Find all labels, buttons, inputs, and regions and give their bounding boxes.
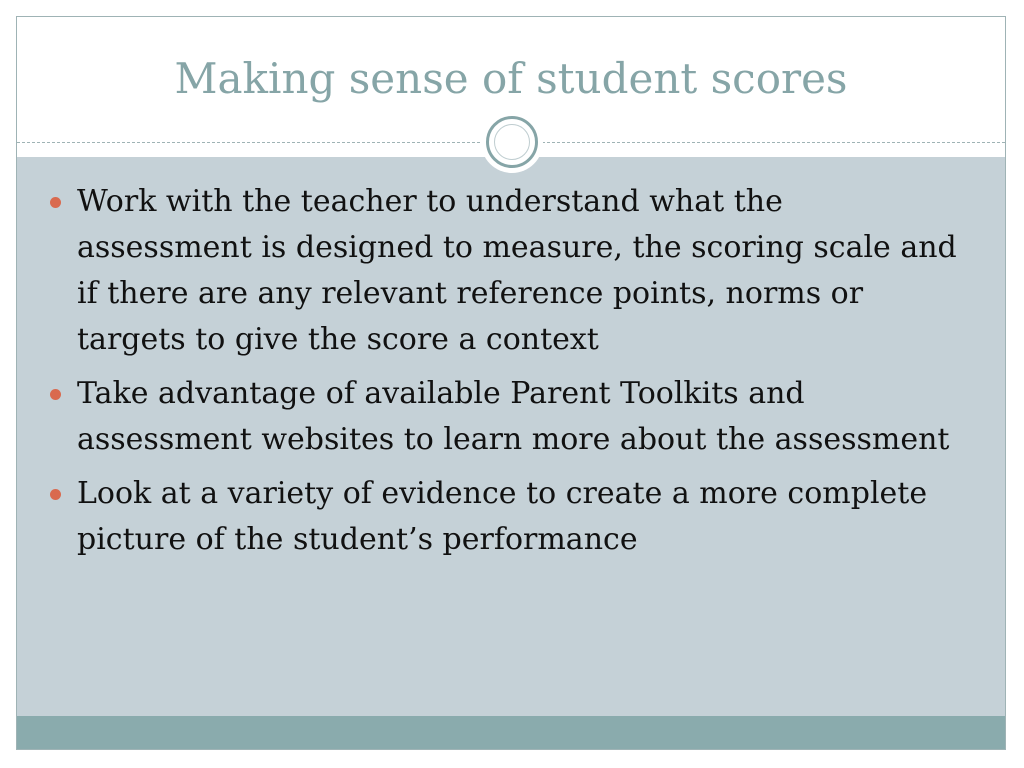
bullet-list [47, 179, 967, 571]
footer-bar [17, 716, 1005, 750]
bullet-dot-icon [50, 389, 61, 400]
bullet-text: Look at a variety of evidence to create a more complete picture of the student’s performance [77, 476, 928, 557]
bullet-item [47, 179, 967, 363]
bullet-dot-icon [50, 197, 61, 208]
slide-title: Making sense of student scores [174, 54, 848, 103]
bullet-text: Work with the teacher to understand what the assessment is designed to measure, the scoring scale and if there are any relevant reference points, norms or targets to give the score a context [77, 184, 957, 357]
ornament-inner-ring [494, 124, 530, 160]
bullet-dot-icon [50, 489, 61, 500]
bullet-item [47, 371, 967, 463]
circle-ornament-icon [481, 111, 543, 173]
ornament-ring [486, 116, 538, 168]
bullet-item [47, 471, 967, 563]
slide-frame [16, 16, 1006, 750]
bullet-text: Take advantage of available Parent Toolkits and assessment websites to learn more about the assessment [77, 376, 950, 457]
